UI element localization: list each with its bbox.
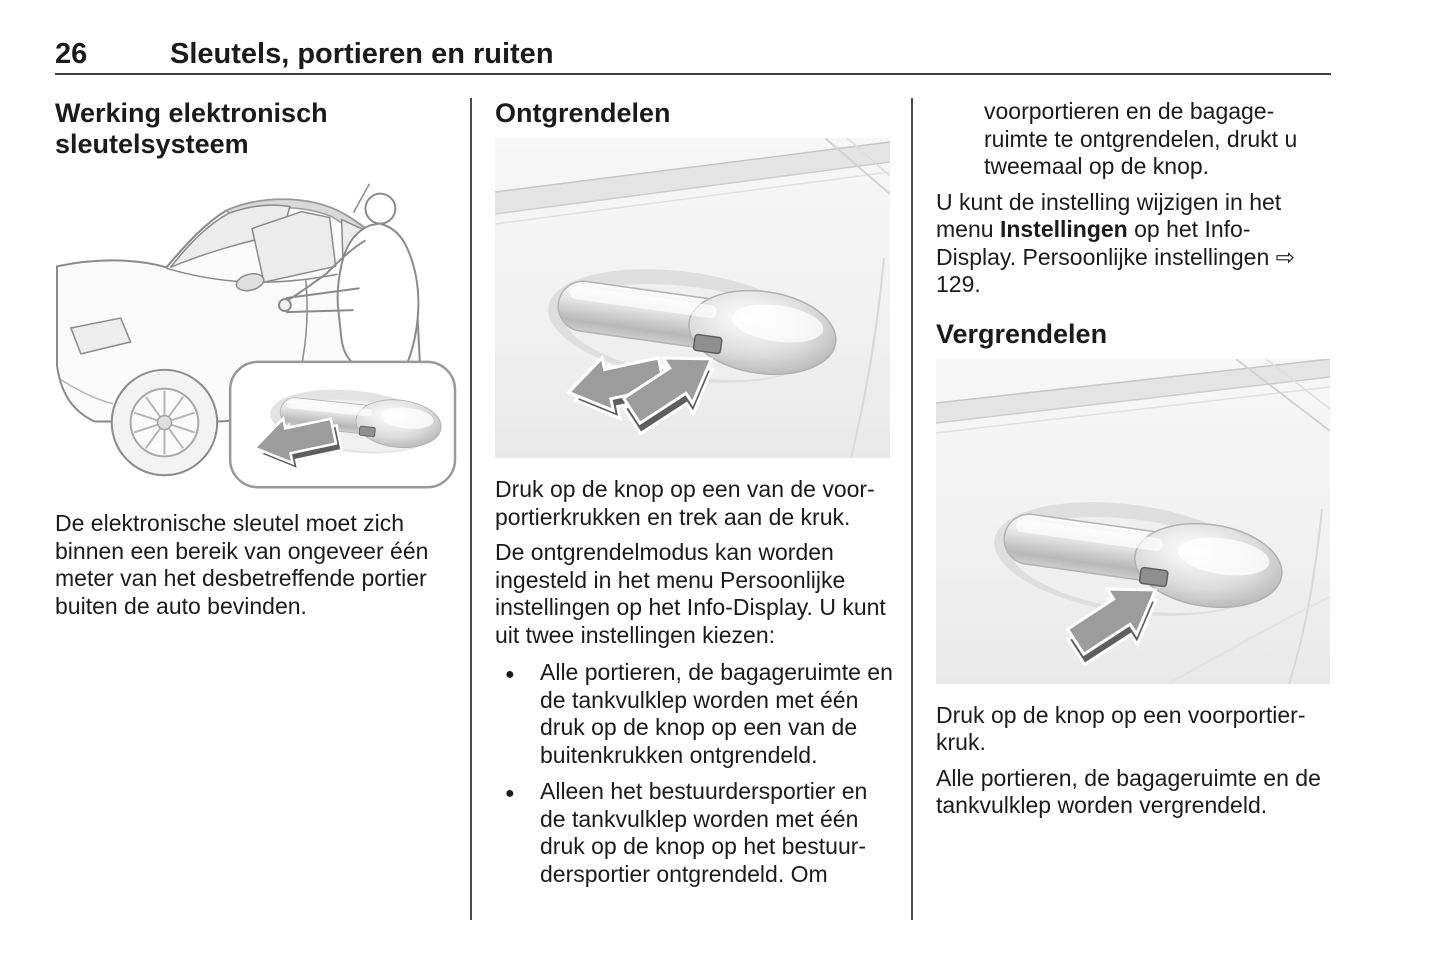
door-handle-lock-illustration	[936, 359, 1330, 684]
unlock-handle-drawing	[495, 138, 890, 458]
continuation-paragraph: voorportieren en de bagageruimte te ontgrendelen, drukt u tweemaal op de knop.	[984, 98, 1298, 179]
lock-handle-drawing	[936, 359, 1330, 684]
unlock-mode-paragraph: De ontgrendelmodus kan worden ingesteld in het menu Persoonlijke instellingen op het Info-Display. U kunt uit twee instellingen kiezen:	[495, 539, 886, 648]
column-separator	[911, 98, 913, 920]
page-ref-number: 129.	[936, 271, 981, 297]
page-ref-arrow-icon: ⇨	[1275, 243, 1295, 270]
door-handle-unlock-illustration	[495, 138, 895, 458]
unlock-instruction-paragraph: Druk op de knop op een van de voorportierkrukken en trek aan de kruk.	[495, 476, 875, 530]
door-handle-inset	[230, 362, 455, 487]
unlock-options-list	[495, 659, 895, 888]
page-number: 26	[55, 38, 88, 70]
section-heading-lock: Vergrendelen	[936, 318, 1108, 349]
section-heading-unlock: Ontgrendelen	[495, 98, 671, 128]
menu-item-name: Instellingen	[999, 216, 1128, 242]
settings-text-lead: U kunt de instelling wijzigen in het menu	[936, 188, 1282, 242]
running-header-title: Sleutels, portieren en ruiten	[170, 38, 554, 70]
list-item	[495, 659, 895, 769]
section-heading-keyless: Werking elektronisch sleutelsysteem	[55, 98, 328, 159]
keyless-range-paragraph: De elektronische sleutel moet zich binnen een bereik van ongeveer één meter van het desbetreffende portier buiten de auto bevinden.	[55, 510, 429, 619]
lock-instruction-paragraph: Druk op de knop op een voorportierkruk.	[936, 701, 1306, 755]
header-rule	[55, 73, 1331, 75]
column-separator	[470, 98, 472, 920]
column-2	[495, 98, 895, 888]
car-with-person-drawing	[55, 170, 461, 492]
settings-paragraph	[936, 189, 1330, 299]
list-item-text: Alleen het bestuurdersportier en de tankvulklep worden met één druk op de knop op het bestuurdersportier ontgrendeld. Om	[540, 778, 868, 887]
settings-text-tail: op het Info-Display. Persoonlijke instellingen	[936, 216, 1276, 270]
bullet-icon: ●	[505, 785, 515, 802]
front-wheel	[112, 370, 217, 475]
column-1	[55, 98, 461, 620]
bullet-icon: ●	[505, 666, 515, 683]
lock-result-paragraph: Alle portieren, de bagageruimte en de tankvulklep worden vergrendeld.	[936, 764, 1321, 818]
column-3	[936, 98, 1330, 820]
list-item-text: Alle portieren, de bagageruimte en de tankvulklep worden met één druk op de knop op een van de buitenkrukken ontgrendeld.	[540, 659, 893, 768]
list-item	[495, 778, 895, 888]
keyless-car-illustration	[55, 170, 461, 492]
